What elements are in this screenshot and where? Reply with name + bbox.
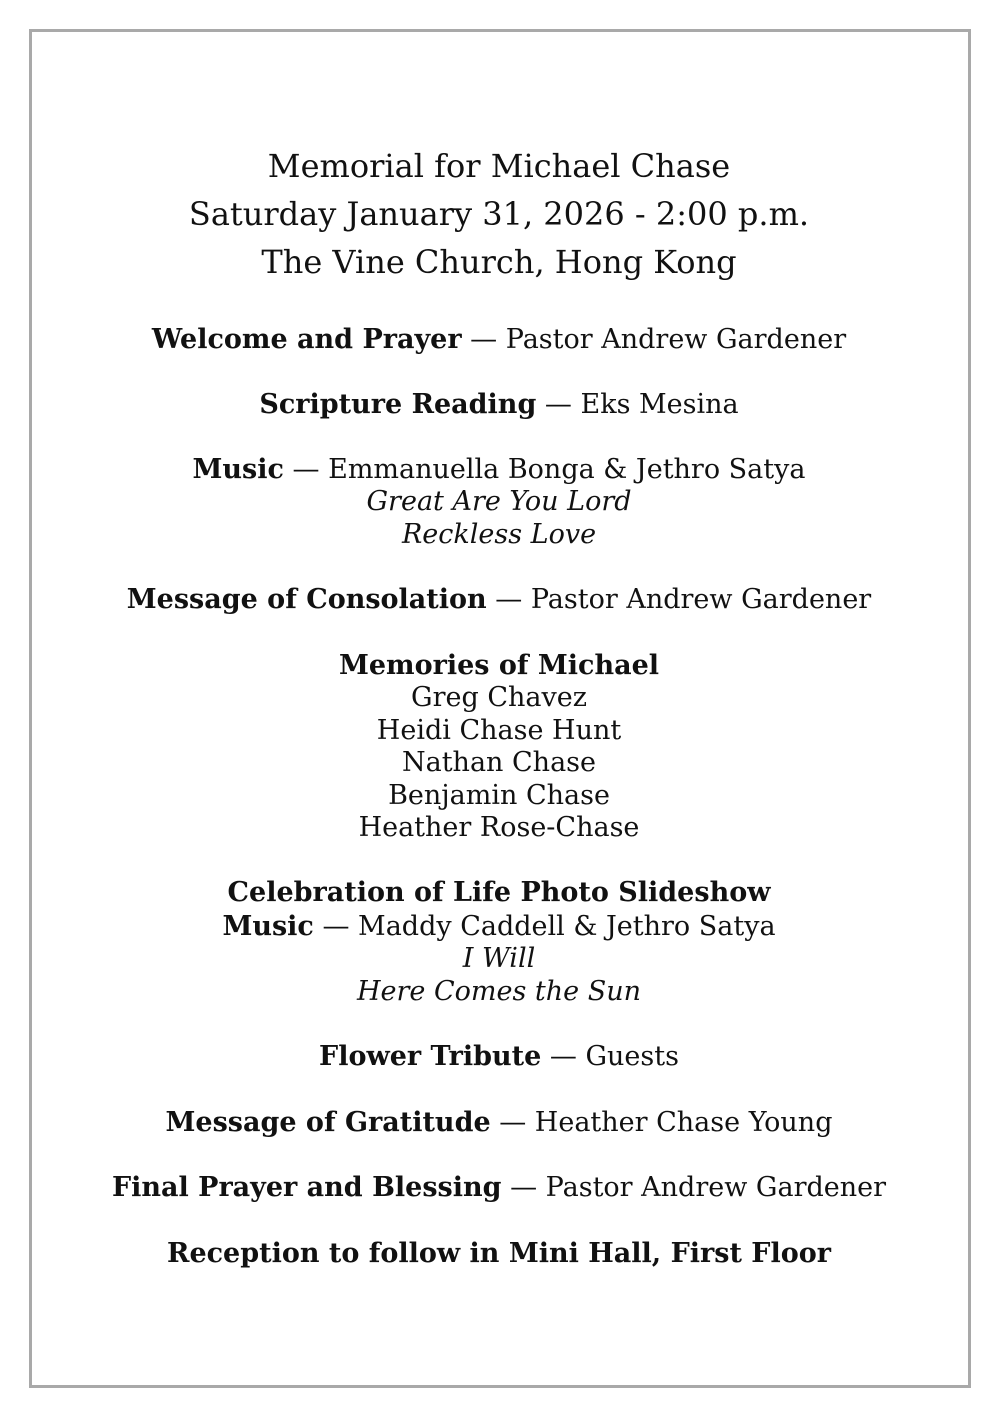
item-person: Eks Mesina — [580, 389, 739, 420]
song-title: Here Comes the Sun — [356, 976, 641, 1007]
item-label: Welcome and Prayer — [151, 324, 462, 355]
item-separator: — — [536, 389, 581, 420]
program-item-music-2 — [0, 911, 998, 943]
memorial-date: Saturday January 31, 2026 - 2:00 p.m. — [188, 195, 810, 233]
item-label: Message of Consolation — [126, 584, 487, 615]
memorial-title: Memorial for Michael Chase — [267, 147, 731, 185]
program-item-flower — [0, 1041, 998, 1073]
slideshow-heading: Celebration of Life Photo Slideshow — [227, 877, 771, 908]
item-label: Scripture Reading — [259, 389, 537, 420]
memory-speaker: Benjamin Chase — [388, 780, 610, 811]
memories-heading: Memories of Michael — [338, 650, 660, 681]
memory-speaker: Heather Rose-Chase — [358, 812, 640, 843]
song-title: Great Are You Lord — [366, 486, 632, 517]
program-item-welcome — [0, 324, 998, 356]
song-title: I Will — [462, 943, 536, 974]
memory-speaker: Greg Chavez — [411, 682, 587, 713]
item-person: Pastor Andrew Gardener — [505, 324, 847, 355]
memorial-location: The Vine Church, Hong Kong — [261, 243, 737, 281]
item-person: Pastor Andrew Gardener — [530, 584, 872, 615]
item-person: Heather Chase Young — [534, 1107, 833, 1138]
program-item-final-prayer — [0, 1172, 998, 1204]
memory-speaker: Heidi Chase Hunt — [376, 715, 622, 746]
program-item-consolation — [0, 584, 998, 616]
item-separator: — — [541, 1041, 586, 1072]
song-title: Reckless Love — [401, 519, 597, 550]
item-person: Pastor Andrew Gardener — [545, 1172, 887, 1203]
item-separator: — — [501, 1172, 546, 1203]
program-item-music-1 — [0, 454, 998, 486]
program-item-scripture — [0, 389, 998, 421]
item-person: Guests — [585, 1041, 679, 1072]
item-person: Maddy Caddell & Jethro Satya — [358, 911, 776, 942]
item-label: Final Prayer and Blessing — [111, 1172, 502, 1203]
program-item-gratitude — [0, 1107, 998, 1139]
item-separator: — — [486, 584, 531, 615]
item-label: Flower Tribute — [319, 1041, 542, 1072]
memorial-header — [0, 142, 998, 286]
item-label: Music — [222, 911, 314, 942]
item-label: Message of Gratitude — [165, 1107, 491, 1138]
item-person: Emmanuella Bonga & Jethro Satya — [328, 454, 806, 485]
memory-speaker: Nathan Chase — [401, 747, 596, 778]
item-separator: — — [283, 454, 329, 485]
item-separator: — — [313, 911, 359, 942]
item-separator: — — [461, 324, 506, 355]
item-separator: — — [490, 1107, 535, 1138]
item-label: Music — [192, 454, 284, 485]
reception-note: Reception to follow in Mini Hall, First Floor — [167, 1238, 831, 1269]
